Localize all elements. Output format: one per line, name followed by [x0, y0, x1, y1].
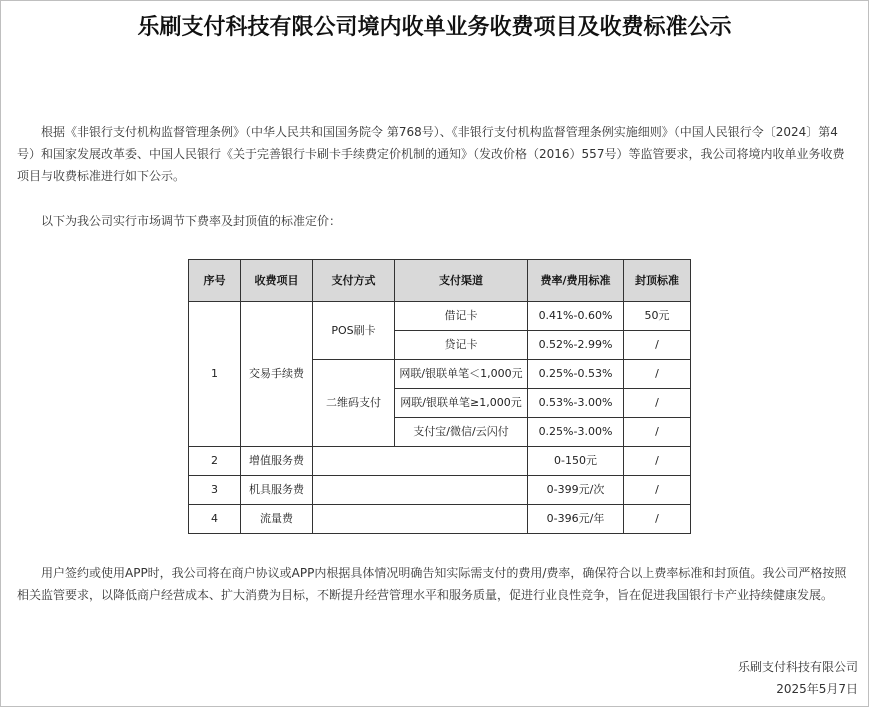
cell-channel: 网联/银联单笔≥1,000元	[395, 389, 528, 418]
cell-rate: 0-399元/次	[528, 476, 624, 505]
cell-seq: 1	[189, 302, 241, 447]
table-row	[189, 476, 691, 505]
page-title: 乐刷支付科技有限公司境内收单业务收费项目及收费标准公示	[137, 15, 732, 40]
cell-rate: 0.41%-0.60%	[528, 302, 624, 331]
cell-empty	[313, 505, 528, 534]
table-row	[189, 302, 691, 331]
header-channel: 支付渠道	[395, 260, 528, 302]
cell-method: POS刷卡	[313, 302, 395, 360]
header-cap: 封顶标准	[624, 260, 691, 302]
table-row	[189, 505, 691, 534]
cell-cap: /	[624, 447, 691, 476]
cell-empty	[313, 476, 528, 505]
cell-rate: 0.25%-0.53%	[528, 360, 624, 389]
cell-item: 交易手续费	[241, 302, 313, 447]
cell-cap: /	[624, 331, 691, 360]
header-item: 收费项目	[241, 260, 313, 302]
cell-rate: 0.53%-3.00%	[528, 389, 624, 418]
cell-rate: 0-396元/年	[528, 505, 624, 534]
cell-seq: 3	[189, 476, 241, 505]
signature-date: 2025年5月7日	[776, 682, 858, 696]
cell-rate: 0.52%-2.99%	[528, 331, 624, 360]
cell-cap: /	[624, 360, 691, 389]
fee-table	[188, 259, 691, 534]
cell-item: 增值服务费	[241, 447, 313, 476]
cell-cap: /	[624, 505, 691, 534]
intro-paragraph: 根据《非银行支付机构监督管理条例》（中华人民共和国国务院令 第768号）、《非银行支付机构监督管理条例实施细则》（中国人民银行令〔2024〕第4号）和国家发展改革委、中国人民银行《关于完善银行卡刷卡手续费定价机制的通知》（发改价格（2016）557号）等监管要求，我公司将境内收单业务收费项目与收费标准进行如下公示。	[17, 125, 845, 183]
table-row	[189, 447, 691, 476]
cell-channel: 支付宝/微信/云闪付	[395, 418, 528, 447]
cell-channel: 贷记卡	[395, 331, 528, 360]
cell-cap: /	[624, 389, 691, 418]
cell-cap: /	[624, 418, 691, 447]
cell-item: 流量费	[241, 505, 313, 534]
cell-item: 机具服务费	[241, 476, 313, 505]
cell-seq: 2	[189, 447, 241, 476]
cell-rate: 0.25%-3.00%	[528, 418, 624, 447]
header-method: 支付方式	[313, 260, 395, 302]
header-seq: 序号	[189, 260, 241, 302]
cell-empty	[313, 447, 528, 476]
cell-cap: /	[624, 476, 691, 505]
cell-channel: 借记卡	[395, 302, 528, 331]
cell-method: 二维码支付	[313, 360, 395, 447]
signature-company: 乐刷支付科技有限公司	[737, 660, 858, 674]
header-rate: 费率/费用标准	[528, 260, 624, 302]
cell-channel: 网联/银联单笔＜1,000元	[395, 360, 528, 389]
cell-rate: 0-150元	[528, 447, 624, 476]
cell-seq: 4	[189, 505, 241, 534]
closing-paragraph: 用户签约或使用APP时，我公司将在商户协议或APP内根据具体情况明确告知实际需支付的费用/费率，确保符合以上费率标准和封顶值。我公司严格按照相关监管要求，以降低商户经营成本、扩大消费为目标，不断提升经营管理水平和服务质量，促进行业良性竞争，旨在促进我国银行卡产业持续健康发展。	[17, 566, 847, 602]
cell-cap: 50元	[624, 302, 691, 331]
table-header-row	[189, 260, 691, 302]
pricing-intro-paragraph: 以下为我公司实行市场调节下费率及封顶值的标准定价：	[41, 214, 342, 228]
